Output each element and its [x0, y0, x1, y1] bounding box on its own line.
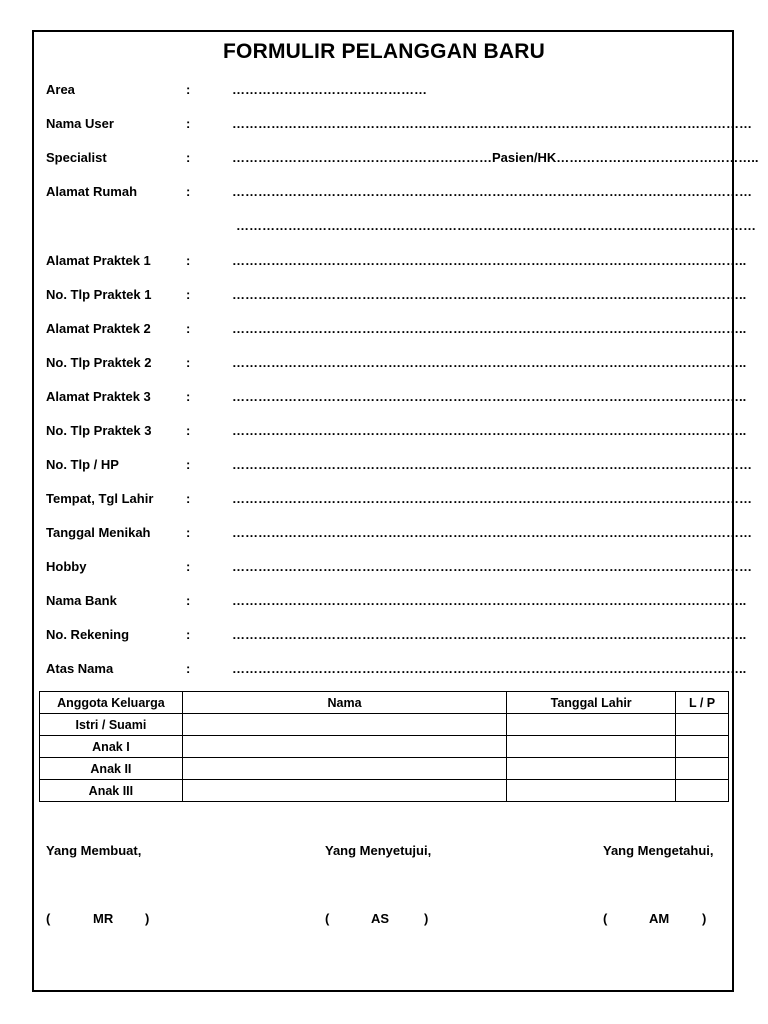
- field-colon: :: [186, 593, 191, 608]
- field-blank[interactable]: …………………………………………………………………………………………………………: [232, 525, 752, 540]
- signature-open-paren: (: [603, 911, 608, 926]
- cell-tanggal-lahir[interactable]: [507, 780, 676, 802]
- field-blank[interactable]: …………………………………………………………………………………………………………: [232, 116, 752, 131]
- cell-tanggal-lahir[interactable]: [507, 758, 676, 780]
- field-colon: :: [186, 559, 191, 574]
- signature-title-menyetujui: Yang Menyetujui,: [325, 843, 432, 858]
- field-label: No. Tlp Praktek 2: [46, 355, 152, 370]
- row-member-label: Anak I: [40, 736, 183, 758]
- field-blank[interactable]: ………………………………………………………………………………………………………..: [232, 355, 747, 370]
- field-blank[interactable]: …………………………………………………………………………………………………………: [232, 457, 752, 472]
- field-colon: :: [186, 491, 191, 506]
- table-row: [40, 758, 729, 780]
- row-member-label: Istri / Suami: [40, 714, 183, 736]
- field-label: Alamat Praktek 3: [46, 389, 151, 404]
- field-label: Atas Nama: [46, 661, 114, 676]
- signature-name-am: AM: [649, 911, 670, 926]
- field-colon: :: [186, 82, 191, 97]
- field-label: Nama User: [46, 116, 114, 131]
- field-label: Tempat, Tgl Lahir: [46, 491, 154, 506]
- header-anggota-keluarga: Anggota Keluarga: [40, 692, 183, 714]
- field-label: Alamat Praktek 1: [46, 253, 151, 268]
- cell-lp[interactable]: [676, 714, 729, 736]
- field-label: No. Rekening: [46, 627, 130, 642]
- field-label: No. Tlp / HP: [46, 457, 119, 472]
- field-colon: :: [186, 150, 191, 165]
- signature-name-mr: MR: [93, 911, 114, 926]
- field-label: Nama Bank: [46, 593, 117, 608]
- field-colon: :: [186, 627, 191, 642]
- field-blank[interactable]: ………………………………………: [232, 82, 427, 97]
- signature-open-paren: (: [46, 911, 51, 926]
- field-colon: :: [186, 389, 191, 404]
- table-row: [40, 736, 729, 758]
- cell-tanggal-lahir[interactable]: [507, 714, 676, 736]
- field-colon: :: [186, 423, 191, 438]
- header-lp: L / P: [676, 692, 729, 714]
- header-nama: Nama: [182, 692, 506, 714]
- row-member-label: Anak III: [40, 780, 183, 802]
- cell-lp[interactable]: [676, 736, 729, 758]
- field-blank[interactable]: ………………………………………………………………………………………………………..: [232, 661, 747, 676]
- signature-open-paren: (: [325, 911, 330, 926]
- cell-nama[interactable]: [182, 758, 506, 780]
- field-blank[interactable]: ………………………………………………………………………………………………………..: [232, 423, 747, 438]
- header-tanggal-lahir: Tanggal Lahir: [507, 692, 676, 714]
- field-label: Alamat Praktek 2: [46, 321, 151, 336]
- field-colon: :: [186, 184, 191, 199]
- field-colon: :: [186, 355, 191, 370]
- field-colon: :: [186, 116, 191, 131]
- field-colon: :: [186, 321, 191, 336]
- field-label: Area: [46, 82, 75, 97]
- row-member-label: Anak II: [40, 758, 183, 780]
- field-blank[interactable]: …………………………………………………………………………………………………………: [236, 218, 756, 233]
- field-blank[interactable]: ………………………………………………………………………………………………………..: [232, 593, 747, 608]
- field-label: No. Tlp Praktek 3: [46, 423, 152, 438]
- field-blank[interactable]: …………………………………………………………………………………………………………: [232, 184, 752, 199]
- table-header-row: [40, 692, 729, 714]
- cell-nama[interactable]: [182, 714, 506, 736]
- field-blank[interactable]: …………………………………………………………………………………………………………: [232, 491, 752, 506]
- field-label: Specialist: [46, 150, 107, 165]
- field-blank[interactable]: ………………………………………………………………………………………………………..: [232, 321, 747, 336]
- cell-lp[interactable]: [676, 780, 729, 802]
- signature-close-paren: ): [145, 911, 150, 926]
- signature-title-mengetahui: Yang Mengetahui,: [603, 843, 714, 858]
- cell-nama[interactable]: [182, 780, 506, 802]
- field-colon: :: [186, 253, 191, 268]
- table-row: [40, 714, 729, 736]
- field-colon: :: [186, 287, 191, 302]
- cell-tanggal-lahir[interactable]: [507, 736, 676, 758]
- field-blank[interactable]: ………………………………………………………………………………………………………..: [232, 389, 747, 404]
- field-label: No. Tlp Praktek 1: [46, 287, 152, 302]
- cell-lp[interactable]: [676, 758, 729, 780]
- signature-title-membuat: Yang Membuat,: [46, 843, 142, 858]
- signature-name-as: AS: [371, 911, 390, 926]
- cell-nama[interactable]: [182, 736, 506, 758]
- field-colon: :: [186, 525, 191, 540]
- field-blank[interactable]: ………………………………………………………………………………………………………..: [232, 253, 747, 268]
- field-label: Tanggal Menikah: [46, 525, 151, 540]
- signature-close-paren: ): [424, 911, 429, 926]
- field-blank[interactable]: ………………………………………………………………………………………………………..: [232, 627, 747, 642]
- field-blank[interactable]: ……………………………………………………Pasien/HK………………………………………..: [232, 150, 759, 165]
- field-colon: :: [186, 661, 191, 676]
- form-title: FORMULIR PELANGGAN BARU: [223, 40, 545, 63]
- field-label: Alamat Rumah: [46, 184, 138, 199]
- field-label: Hobby: [46, 559, 87, 574]
- signature-close-paren: ): [702, 911, 707, 926]
- field-blank[interactable]: ………………………………………………………………………………………………………..: [232, 287, 747, 302]
- table-row: [40, 780, 729, 802]
- family-table: [39, 691, 729, 802]
- field-blank[interactable]: …………………………………………………………………………………………………………: [232, 559, 752, 574]
- field-colon: :: [186, 457, 191, 472]
